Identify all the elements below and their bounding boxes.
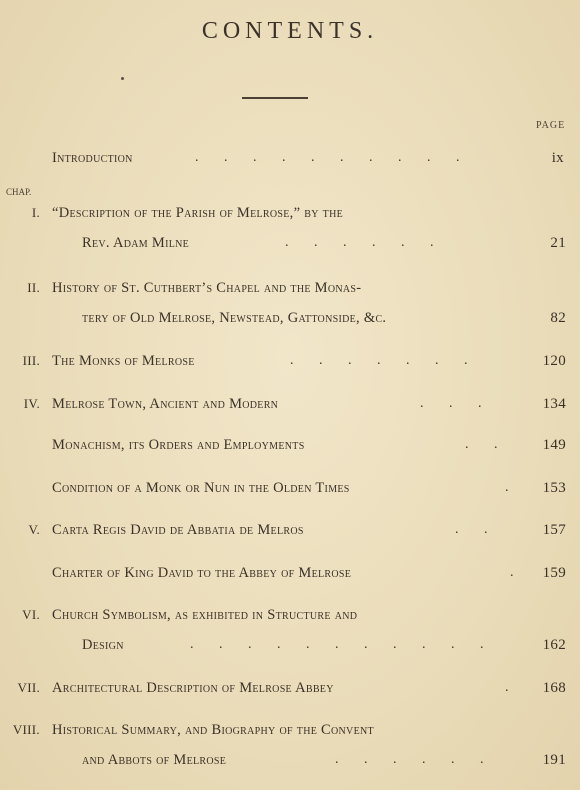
chapter-number: VIII.: [12, 722, 40, 737]
toc-page-number: 149: [542, 437, 566, 453]
toc-entry-chapter-1: [0, 205, 580, 225]
toc-page-number: 153: [542, 480, 566, 496]
chapter-number: I.: [31, 205, 40, 220]
toc-entry-text: Carta Regis David de Abbatia de Melros: [52, 522, 304, 538]
toc-entry-text: Condition of a Monk or Nun in the Olden Times: [52, 480, 350, 496]
toc-page-number: 168: [542, 680, 566, 696]
toc-entry-text: Melrose Town, Ancient and Modern: [52, 396, 279, 412]
toc-entry-text: and Abbots of Melrose: [82, 752, 227, 768]
ink-speck: [121, 77, 124, 80]
toc-entry-text: Monachism, its Orders and Employments: [52, 437, 305, 453]
toc-page-number: 191: [542, 752, 566, 768]
leader-dots: . . .: [420, 396, 493, 411]
toc-entry-text: Historical Summary, and Biography of the Convent: [52, 722, 374, 738]
leader-dots: . . . . . . . . . . .: [190, 637, 495, 652]
leader-dots: . .: [465, 437, 509, 452]
toc-page-number: 21: [550, 235, 566, 251]
toc-entry-chapter-8-continued: [0, 752, 580, 772]
leader-dots: . . . . . . .: [290, 353, 479, 368]
leader-dots: .: [505, 680, 520, 695]
toc-entry-chapter-6-continued: [0, 637, 580, 657]
toc-entry-text: Introduction: [52, 150, 133, 166]
leader-dots: . . . . . . . . . .: [195, 150, 471, 165]
chapter-number: VII.: [17, 680, 40, 695]
toc-page-number: 134: [542, 396, 566, 412]
toc-page-number: ix: [551, 150, 564, 166]
toc-page-number: 162: [542, 637, 566, 653]
chapter-column-heading: CHAP.: [6, 187, 32, 197]
chapter-number: IV.: [23, 396, 40, 411]
toc-page-number: 157: [542, 522, 566, 538]
toc-entry-chapter-2: [0, 280, 580, 300]
toc-entry-condition: [0, 480, 580, 500]
toc-entry-chapter-4: [0, 396, 580, 416]
toc-entry-text: Charter of King David to the Abbey of Melrose: [52, 565, 352, 581]
page-title: CONTENTS.: [201, 18, 379, 44]
leader-dots: .: [505, 480, 520, 495]
toc-entry-monachism: [0, 437, 580, 457]
toc-entry-chapter-6: [0, 607, 580, 627]
toc-page-number: 159: [542, 565, 566, 581]
toc-entry-text: Design: [82, 637, 124, 653]
toc-entry-chapter-2-continued: [0, 310, 580, 330]
toc-entry-text: tery of Old Melrose, Newstead, Gattonside, &c.: [82, 310, 387, 326]
toc-entry-chapter-7: [0, 680, 580, 700]
toc-entry-text: The Monks of Melrose: [52, 353, 195, 369]
toc-entry-text: “Description of the Parish of Melrose,” by the: [52, 205, 344, 221]
toc-entry-chapter-1-continued: [0, 235, 580, 255]
toc-entry-chapter-5: [0, 522, 580, 542]
page-column-heading: PAGE: [536, 120, 566, 131]
toc-entry-introduction: [0, 150, 580, 170]
leader-dots: . .: [455, 522, 499, 537]
toc-entry-text: History of St. Cuthbert’s Chapel and the Monas-: [52, 280, 362, 296]
chapter-number: VI.: [22, 607, 40, 622]
chapter-number: V.: [28, 522, 40, 537]
title-rule: [242, 97, 308, 99]
toc-entry-text: Architectural Description of Melrose Abbey: [52, 680, 334, 696]
leader-dots: . . . . . .: [285, 235, 445, 250]
chapter-number: III.: [22, 353, 40, 368]
toc-entry-text: Church Symbolism, as exhibited in Structure and: [52, 607, 358, 623]
toc-entry-chapter-3: [0, 353, 580, 373]
toc-page-number: 120: [542, 353, 566, 369]
toc-page-number: 82: [550, 310, 566, 326]
toc-entry-chapter-8: [0, 722, 580, 742]
toc-entry-charter: [0, 565, 580, 585]
leader-dots: .: [510, 565, 525, 580]
toc-entry-text: Rev. Adam Milne: [82, 235, 190, 251]
chapter-number: II.: [27, 280, 40, 295]
leader-dots: . . . . . .: [335, 752, 495, 767]
